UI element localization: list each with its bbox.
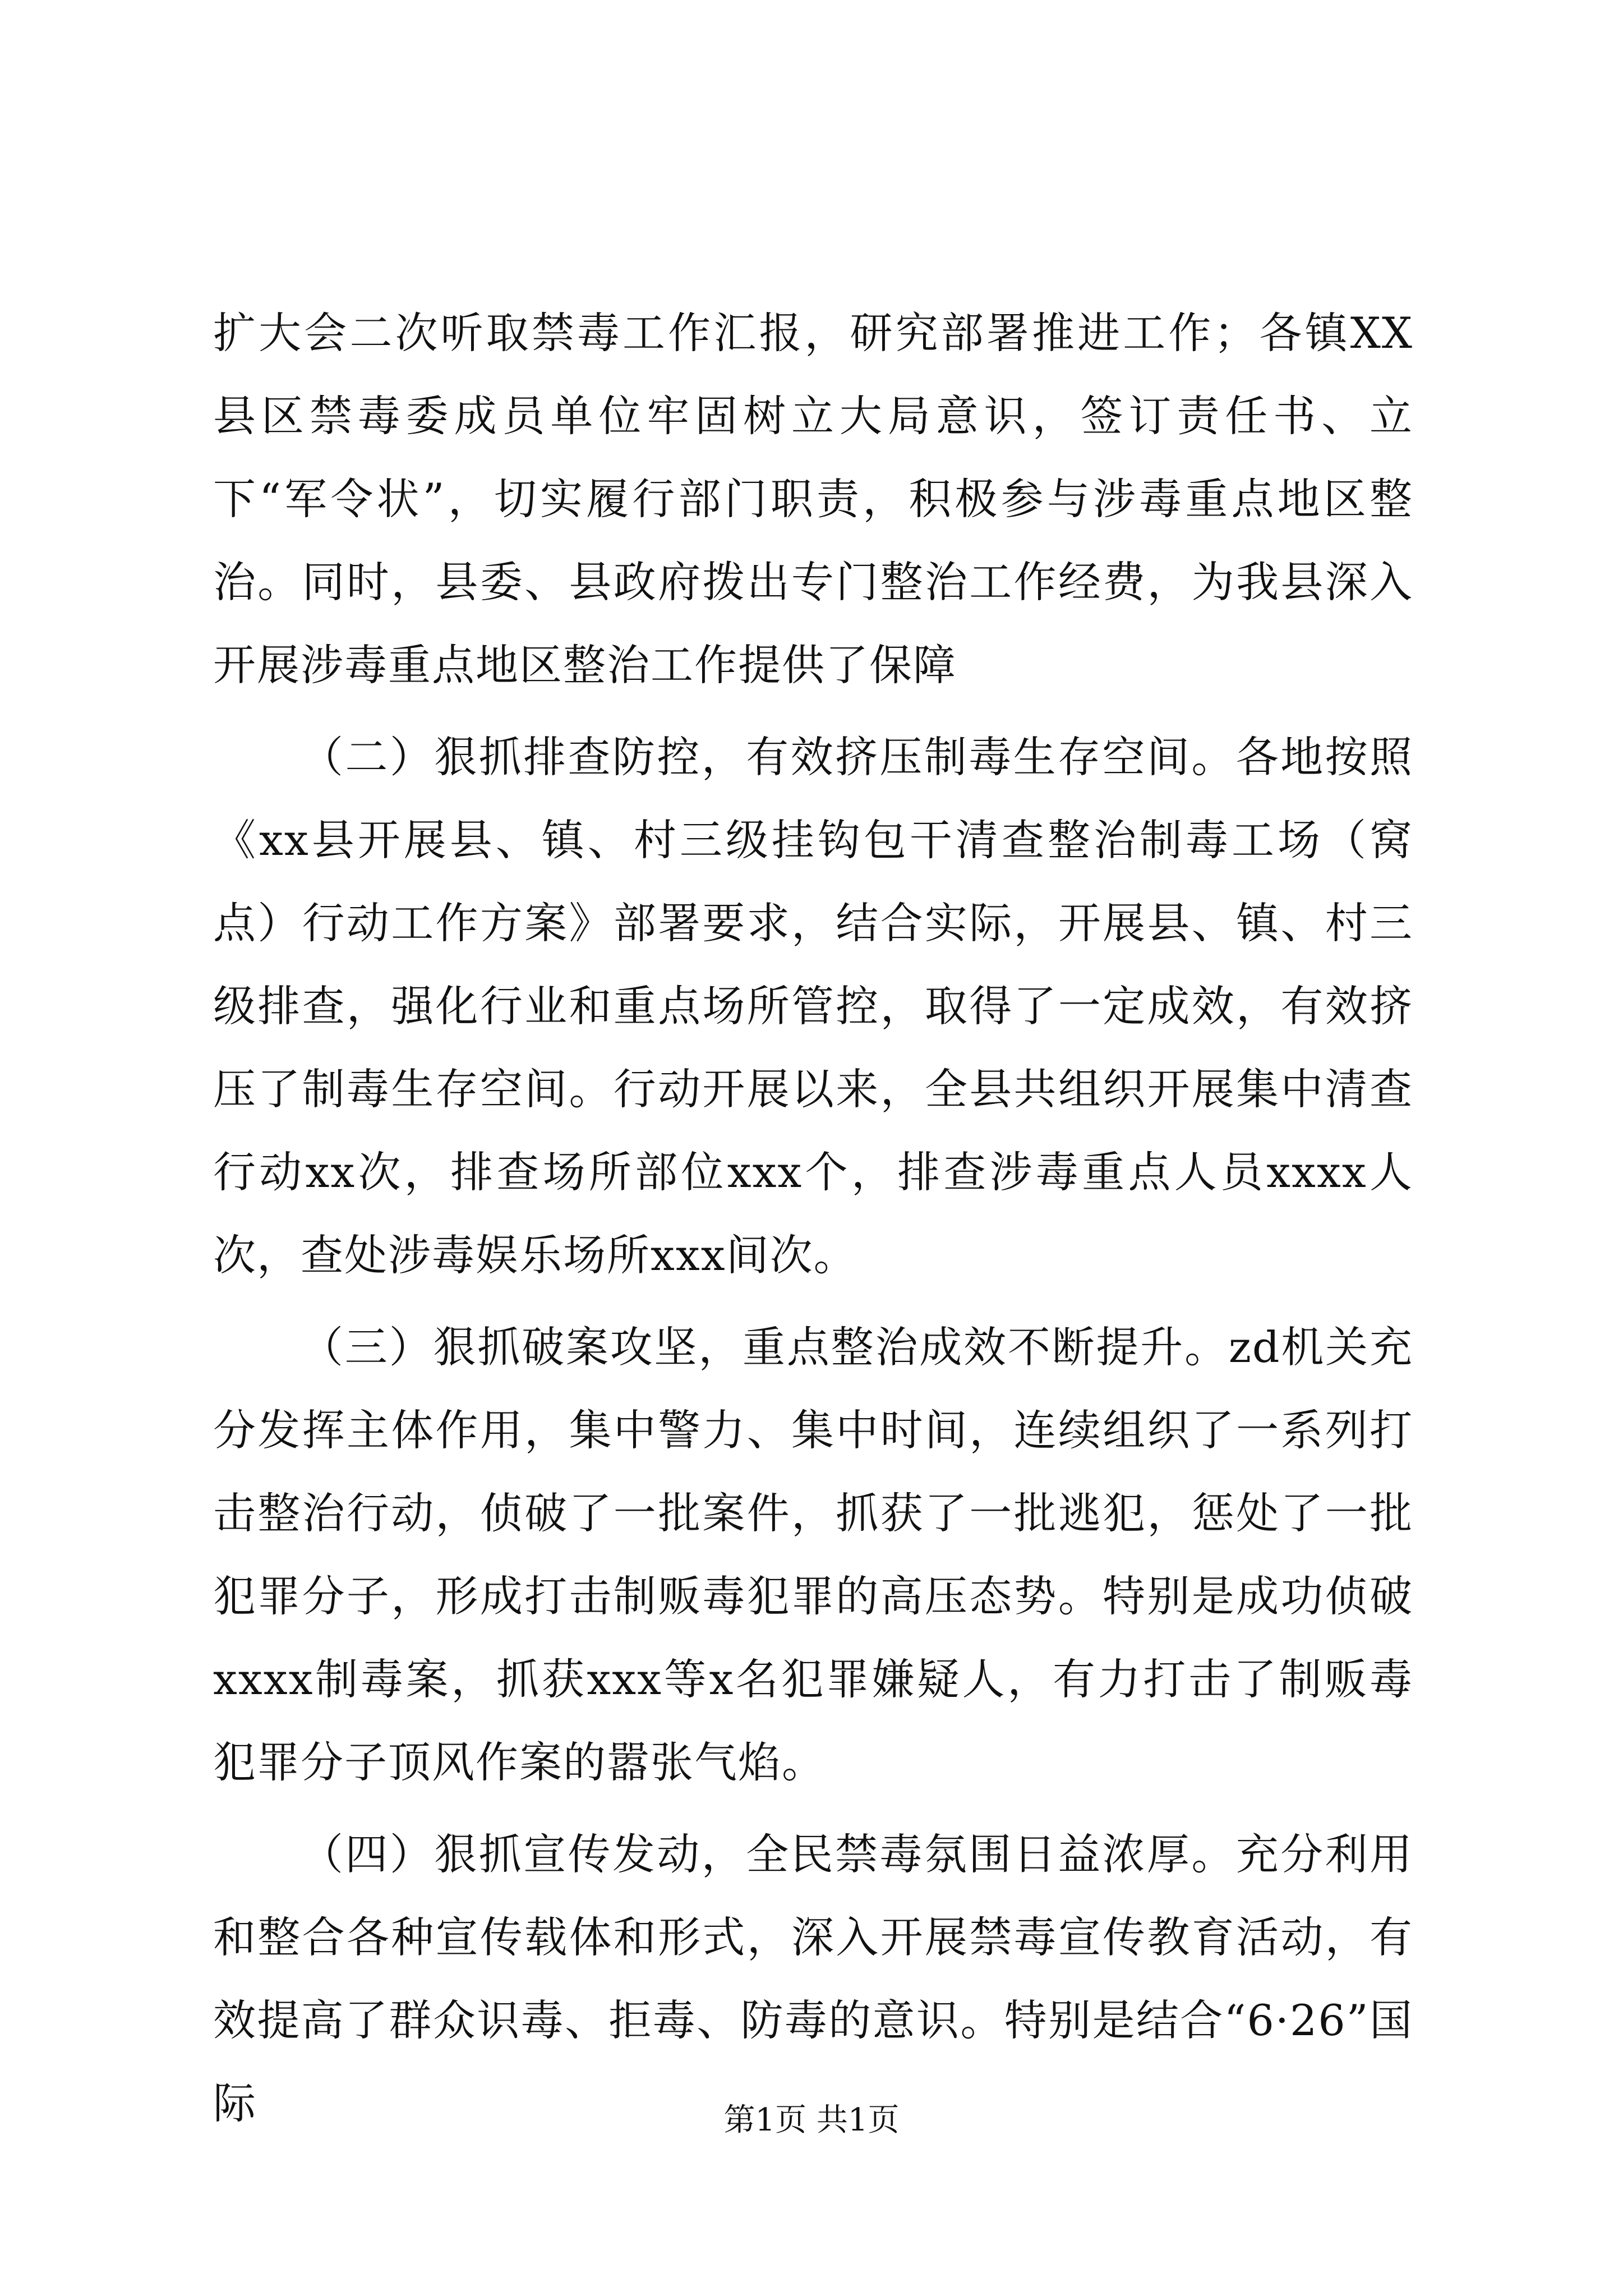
paragraph-section-4: （四）狠抓宣传发动，全民禁毒氛围日益浓厚。充分利用和整合各种宣传载体和形式，深入开展禁毒宣传教育活动，有效提高了群众识毒、拒毒、防毒的意识。特别是结合“6·26”国际	[213, 1829, 1413, 2128]
paragraph-continued: 扩大会二次听取禁毒工作汇报，研究部署推进工作；各镇XX县区禁毒委成员单位牢固树立大局意识，签订责任书、立下“军令状”，切实履行部门职责，积极参与涉毒重点地区整治。同时，县委、县政府拨出专门整治工作经费，为我县深入开展涉毒重点地区整治工作提供了保障	[213, 308, 1413, 690]
paragraph-section-3: （三）狠抓破案攻坚，重点整治成效不断提升。zd机关充分发挥主体作用，集中警力、集中时间，连续组织了一系列打击整治行动，侦破了一批案件，抓获了一批逃犯，惩处了一批犯罪分子，形成打击制贩毒犯罪的高压态势。特别是成功侦破xxxx制毒案，抓获xxx等x名犯罪嫌疑人，有力打击了制贩毒犯罪分子顶风作案的嚣张气焰。	[213, 1322, 1413, 1787]
page-footer: 第1页 共1页	[723, 2102, 900, 2138]
document-body	[213, 292, 1413, 2145]
paragraph-section-2: （二）狠抓排查防控，有效挤压制毒生存空间。各地按照《xx县开展县、镇、村三级挂钩包干清查整治制毒工场（窝点）行动工作方案》部署要求，结合实际，开展县、镇、村三级排查，强化行业和重点场所管控，取得了一定成效，有效挤压了制毒生存空间。行动开展以来，全县共组织开展集中清查行动xx次，排查场所部位xxx个，排查涉毒重点人员xxxx人次，查处涉毒娱乐场所xxx间次。	[213, 732, 1413, 1280]
